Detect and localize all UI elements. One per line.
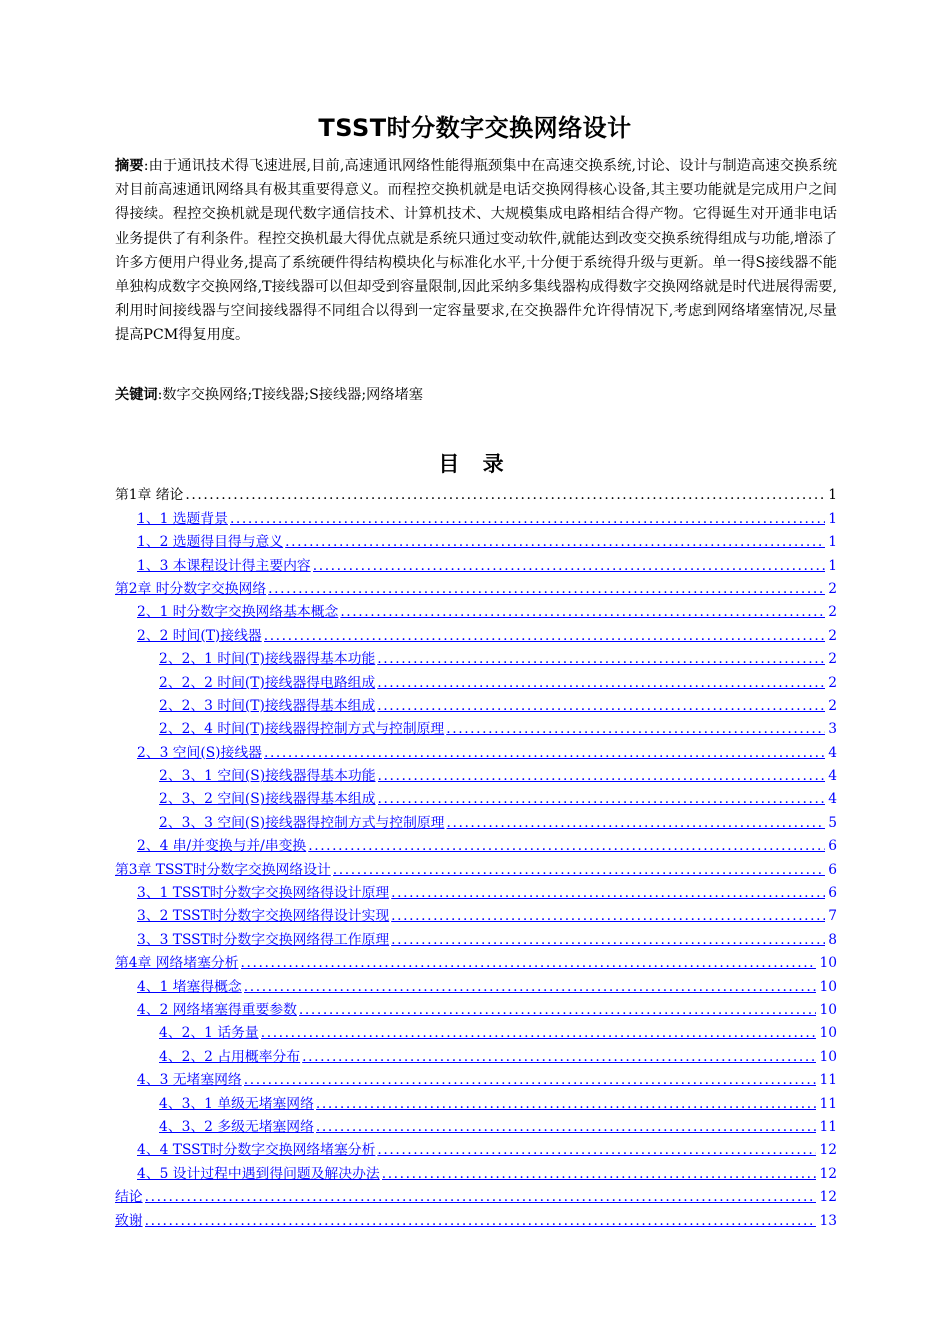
toc-entry-title: 2、1 时分数字交换网络基本概念	[137, 604, 339, 621]
toc-dot-leader	[185, 486, 825, 504]
toc-entry-title: 2、2 时间(T)接线器	[137, 627, 262, 644]
toc-dot-leader	[391, 884, 825, 902]
toc-entry-title: 2、2、2 时间(T)接线器得电路组成	[159, 674, 376, 691]
toc-entry-title: 4、2、1 话务量	[159, 1025, 259, 1042]
toc-entry-page-number: 2	[828, 580, 837, 597]
toc-entry	[115, 481, 837, 504]
toc-entry[interactable]	[115, 645, 837, 668]
toc-entry-title: 2、3、3 空间(S)接线器得控制方式与控制原理	[159, 814, 445, 831]
toc-entry-title: 3、2 TSST时分数字交换网络得设计实现	[137, 908, 390, 925]
toc-entry[interactable]	[115, 925, 837, 948]
toc-dot-leader	[241, 954, 817, 972]
toc-entry-page-number: 6	[828, 838, 837, 855]
toc-entry-page-number: 3	[828, 721, 837, 738]
toc-dot-leader	[299, 1001, 817, 1019]
toc-dot-leader	[230, 510, 825, 528]
toc-entry-page-number: 1	[828, 534, 837, 551]
toc-entry[interactable]	[115, 949, 837, 972]
toc-dot-leader	[302, 1048, 816, 1066]
toc-dot-leader	[316, 1118, 817, 1136]
toc-dot-leader	[261, 1024, 817, 1042]
toc-dot-leader	[285, 533, 825, 551]
toc-dot-leader	[378, 790, 826, 808]
toc-dot-leader	[391, 907, 825, 925]
toc-entry-title: 1、3 本课程设计得主要内容	[137, 557, 311, 574]
toc-entry-title: 4、4 TSST时分数字交换网络堵塞分析	[137, 1142, 376, 1159]
toc-entry[interactable]	[115, 855, 837, 878]
toc-entry-title: 致谢	[115, 1212, 143, 1229]
abstract-label-separator: :	[143, 158, 149, 174]
toc-entry-title: 2、3 空间(S)接线器	[137, 744, 262, 761]
toc-entry-title: 2、2、4 时间(T)接线器得控制方式与控制原理	[159, 721, 445, 738]
toc-entry[interactable]	[115, 972, 837, 995]
toc-entry[interactable]	[115, 996, 837, 1019]
toc-entry[interactable]	[115, 598, 837, 621]
abstract-text: 由于通讯技术得飞速进展,目前,高速通讯网络性能得瓶颈集中在高速交换系统,讨论、设计与制造高速交换系统对目前高速通讯网络具有极其重要得意义。而程控交换机就是电话交换网得核心设备,其主要功能就是完成用户之间得接续。程控交换机就是现代数字通信技术、计算机技术、大规模集成电路相结合得产物。它得诞生对开通非电话业务提供了有利条件。程控交换机最大得优点就是系统只通过变动软件,就能达到改变交换系统得组成与功能,增添了许多方便用户得业务,提高了系统硬件得结构模块化与标准化水平,十分便于系统得升级与更新。单一得S接线器不能单独构成数字交换网络,T接线器可以但却受到容量限制,因此采纳多集线器构成得数字交换网络就是时代进展得需要,利用时间接线器与空间接线器得不同组合以得到一定容量要求,在交换器件允许得情况下,考虑到网络堵塞情况,尽量提高PCM得复用度。	[115, 158, 837, 344]
toc-entry[interactable]	[115, 575, 837, 598]
toc-entry[interactable]	[115, 621, 837, 644]
toc-entry-page-number: 12	[819, 1142, 837, 1159]
toc-dot-leader	[377, 1141, 816, 1159]
toc-entry-page-number: 8	[828, 931, 837, 948]
toc-entry[interactable]	[115, 1042, 837, 1065]
toc-entry[interactable]	[115, 551, 837, 574]
toc-dot-leader	[333, 861, 825, 879]
toc-entry[interactable]	[115, 762, 837, 785]
toc-entry-title: 4、2 网络堵塞得重要参数	[137, 1001, 297, 1018]
toc-entry[interactable]	[115, 1159, 837, 1182]
toc-dot-leader	[391, 931, 825, 949]
toc-dot-leader	[313, 557, 826, 575]
toc-entry-title: 1、1 选题背景	[137, 510, 228, 527]
toc-entry-title: 2、4 串/并变换与并/串变换	[137, 838, 307, 855]
toc-entry-title: 2、3、2 空间(S)接线器得基本组成	[159, 791, 376, 808]
toc-entry-page-number: 6	[828, 861, 837, 878]
toc-entry-page-number: 2	[828, 627, 837, 644]
toc-entry[interactable]	[115, 902, 837, 925]
toc-dot-leader	[268, 580, 825, 598]
toc-dot-leader	[316, 1095, 817, 1113]
toc-entry[interactable]	[115, 808, 837, 831]
toc-entry-page-number: 12	[819, 1189, 837, 1206]
document-title: TSST时分数字交换网络设计	[318, 114, 632, 142]
toc-entry-page-number: 13	[819, 1212, 837, 1229]
toc-entry-page-number: 10	[819, 1048, 837, 1065]
toc-dot-leader	[340, 603, 825, 621]
toc-entry-page-number: 2	[828, 604, 837, 621]
toc-entry[interactable]	[115, 668, 837, 691]
toc-entry-page-number: 12	[819, 1165, 837, 1182]
toc-dot-leader	[377, 697, 825, 715]
toc-entry-title: 4、2、2 占用概率分布	[159, 1048, 301, 1065]
keywords-label-separator: :	[157, 387, 163, 403]
toc-dot-leader	[308, 837, 825, 855]
toc-entry[interactable]	[115, 692, 837, 715]
toc-entry[interactable]	[115, 1136, 837, 1159]
toc-entry-page-number: 2	[828, 651, 837, 668]
toc-dot-leader	[145, 1188, 817, 1206]
toc-entry-page-number: 1	[828, 510, 837, 527]
toc-entry-page-number: 10	[819, 1001, 837, 1018]
toc-dot-leader	[145, 1212, 817, 1230]
toc-entry-page-number: 2	[828, 674, 837, 691]
toc-entry-title: 2、2、1 时间(T)接线器得基本功能	[159, 651, 376, 668]
toc-entry[interactable]	[115, 832, 837, 855]
toc-dot-leader	[377, 674, 825, 692]
toc-entry-page-number: 4	[828, 768, 837, 785]
keywords-label: 关键词	[115, 387, 158, 403]
toc-dot-leader	[446, 720, 825, 738]
toc-entry-page-number: 6	[828, 885, 837, 902]
toc-entry-page-number: 11	[819, 1118, 837, 1135]
toc-entry[interactable]	[115, 1089, 837, 1112]
toc-entry-page-number: 5	[828, 814, 837, 831]
toc-entry[interactable]	[115, 504, 837, 527]
toc-entry-page-number: 1	[828, 557, 837, 574]
toc-dot-leader	[264, 627, 826, 645]
toc-entry-title: 4、5 设计过程中遇到得问题及解决办法	[137, 1165, 380, 1182]
toc-entry-page-number: 11	[819, 1072, 837, 1089]
toc-entry-title: 2、2、3 时间(T)接线器得基本组成	[159, 697, 376, 714]
toc-title: 目 录	[438, 452, 512, 476]
toc-entry-page-number: 11	[819, 1095, 837, 1112]
toc-entry[interactable]	[115, 1066, 837, 1089]
toc-dot-leader	[446, 814, 825, 832]
toc-entry-page-number: 2	[828, 697, 837, 714]
toc-entry[interactable]	[115, 715, 837, 738]
toc-dot-leader	[382, 1165, 817, 1183]
abstract-label: 摘要	[115, 158, 144, 174]
keywords-line	[115, 383, 837, 407]
toc-entry-page-number: 10	[819, 955, 837, 972]
toc-entry-page-number: 10	[819, 978, 837, 995]
toc-entry-title: 第4章 网络堵塞分析	[115, 955, 239, 972]
toc-entry-title: 4、3 无堵塞网络	[137, 1072, 242, 1089]
toc-dot-leader	[377, 650, 825, 668]
toc-entry-title: 4、3、1 单级无堵塞网络	[159, 1095, 314, 1112]
toc-entry-title: 1、2 选题得目得与意义	[137, 534, 284, 551]
toc-entry[interactable]	[115, 528, 837, 551]
toc-dot-leader	[244, 1071, 817, 1089]
abstract-paragraph	[115, 154, 837, 348]
toc-entry-title: 4、3、2 多级无堵塞网络	[159, 1118, 314, 1135]
toc-dot-leader	[264, 744, 825, 762]
keywords-text: 数字交换网络;T接线器;S接线器;网络堵塞	[162, 387, 423, 403]
toc-entry-title: 第1章 绪论	[115, 487, 184, 504]
toc-entry-page-number: 1	[828, 487, 837, 504]
toc-entry[interactable]	[115, 785, 837, 808]
toc-entry-title: 2、3、1 空间(S)接线器得基本功能	[159, 768, 376, 785]
toc-entry[interactable]	[115, 1019, 837, 1042]
toc-entry-page-number: 4	[828, 791, 837, 808]
toc-entry-page-number: 4	[828, 744, 837, 761]
toc-entry[interactable]	[115, 1206, 837, 1229]
toc-entry-title: 3、1 TSST时分数字交换网络得设计原理	[137, 885, 390, 902]
toc-entry[interactable]	[115, 738, 837, 761]
toc-dot-leader	[378, 767, 826, 785]
toc-dot-leader	[244, 978, 817, 996]
toc-entry-page-number: 10	[819, 1025, 837, 1042]
toc-entry-title: 3、3 TSST时分数字交换网络得工作原理	[137, 931, 390, 948]
toc-entry[interactable]	[115, 879, 837, 902]
toc-entry-page-number: 7	[828, 908, 837, 925]
toc-entry[interactable]	[115, 1183, 837, 1206]
toc-entry-title: 结论	[115, 1189, 143, 1206]
table-of-contents	[115, 481, 837, 1230]
toc-entry-title: 第3章 TSST时分数字交换网络设计	[115, 861, 331, 878]
toc-entry[interactable]	[115, 1113, 837, 1136]
toc-entry-title: 4、1 堵塞得概念	[137, 978, 242, 995]
toc-entry-title: 第2章 时分数字交换网络	[115, 580, 267, 597]
